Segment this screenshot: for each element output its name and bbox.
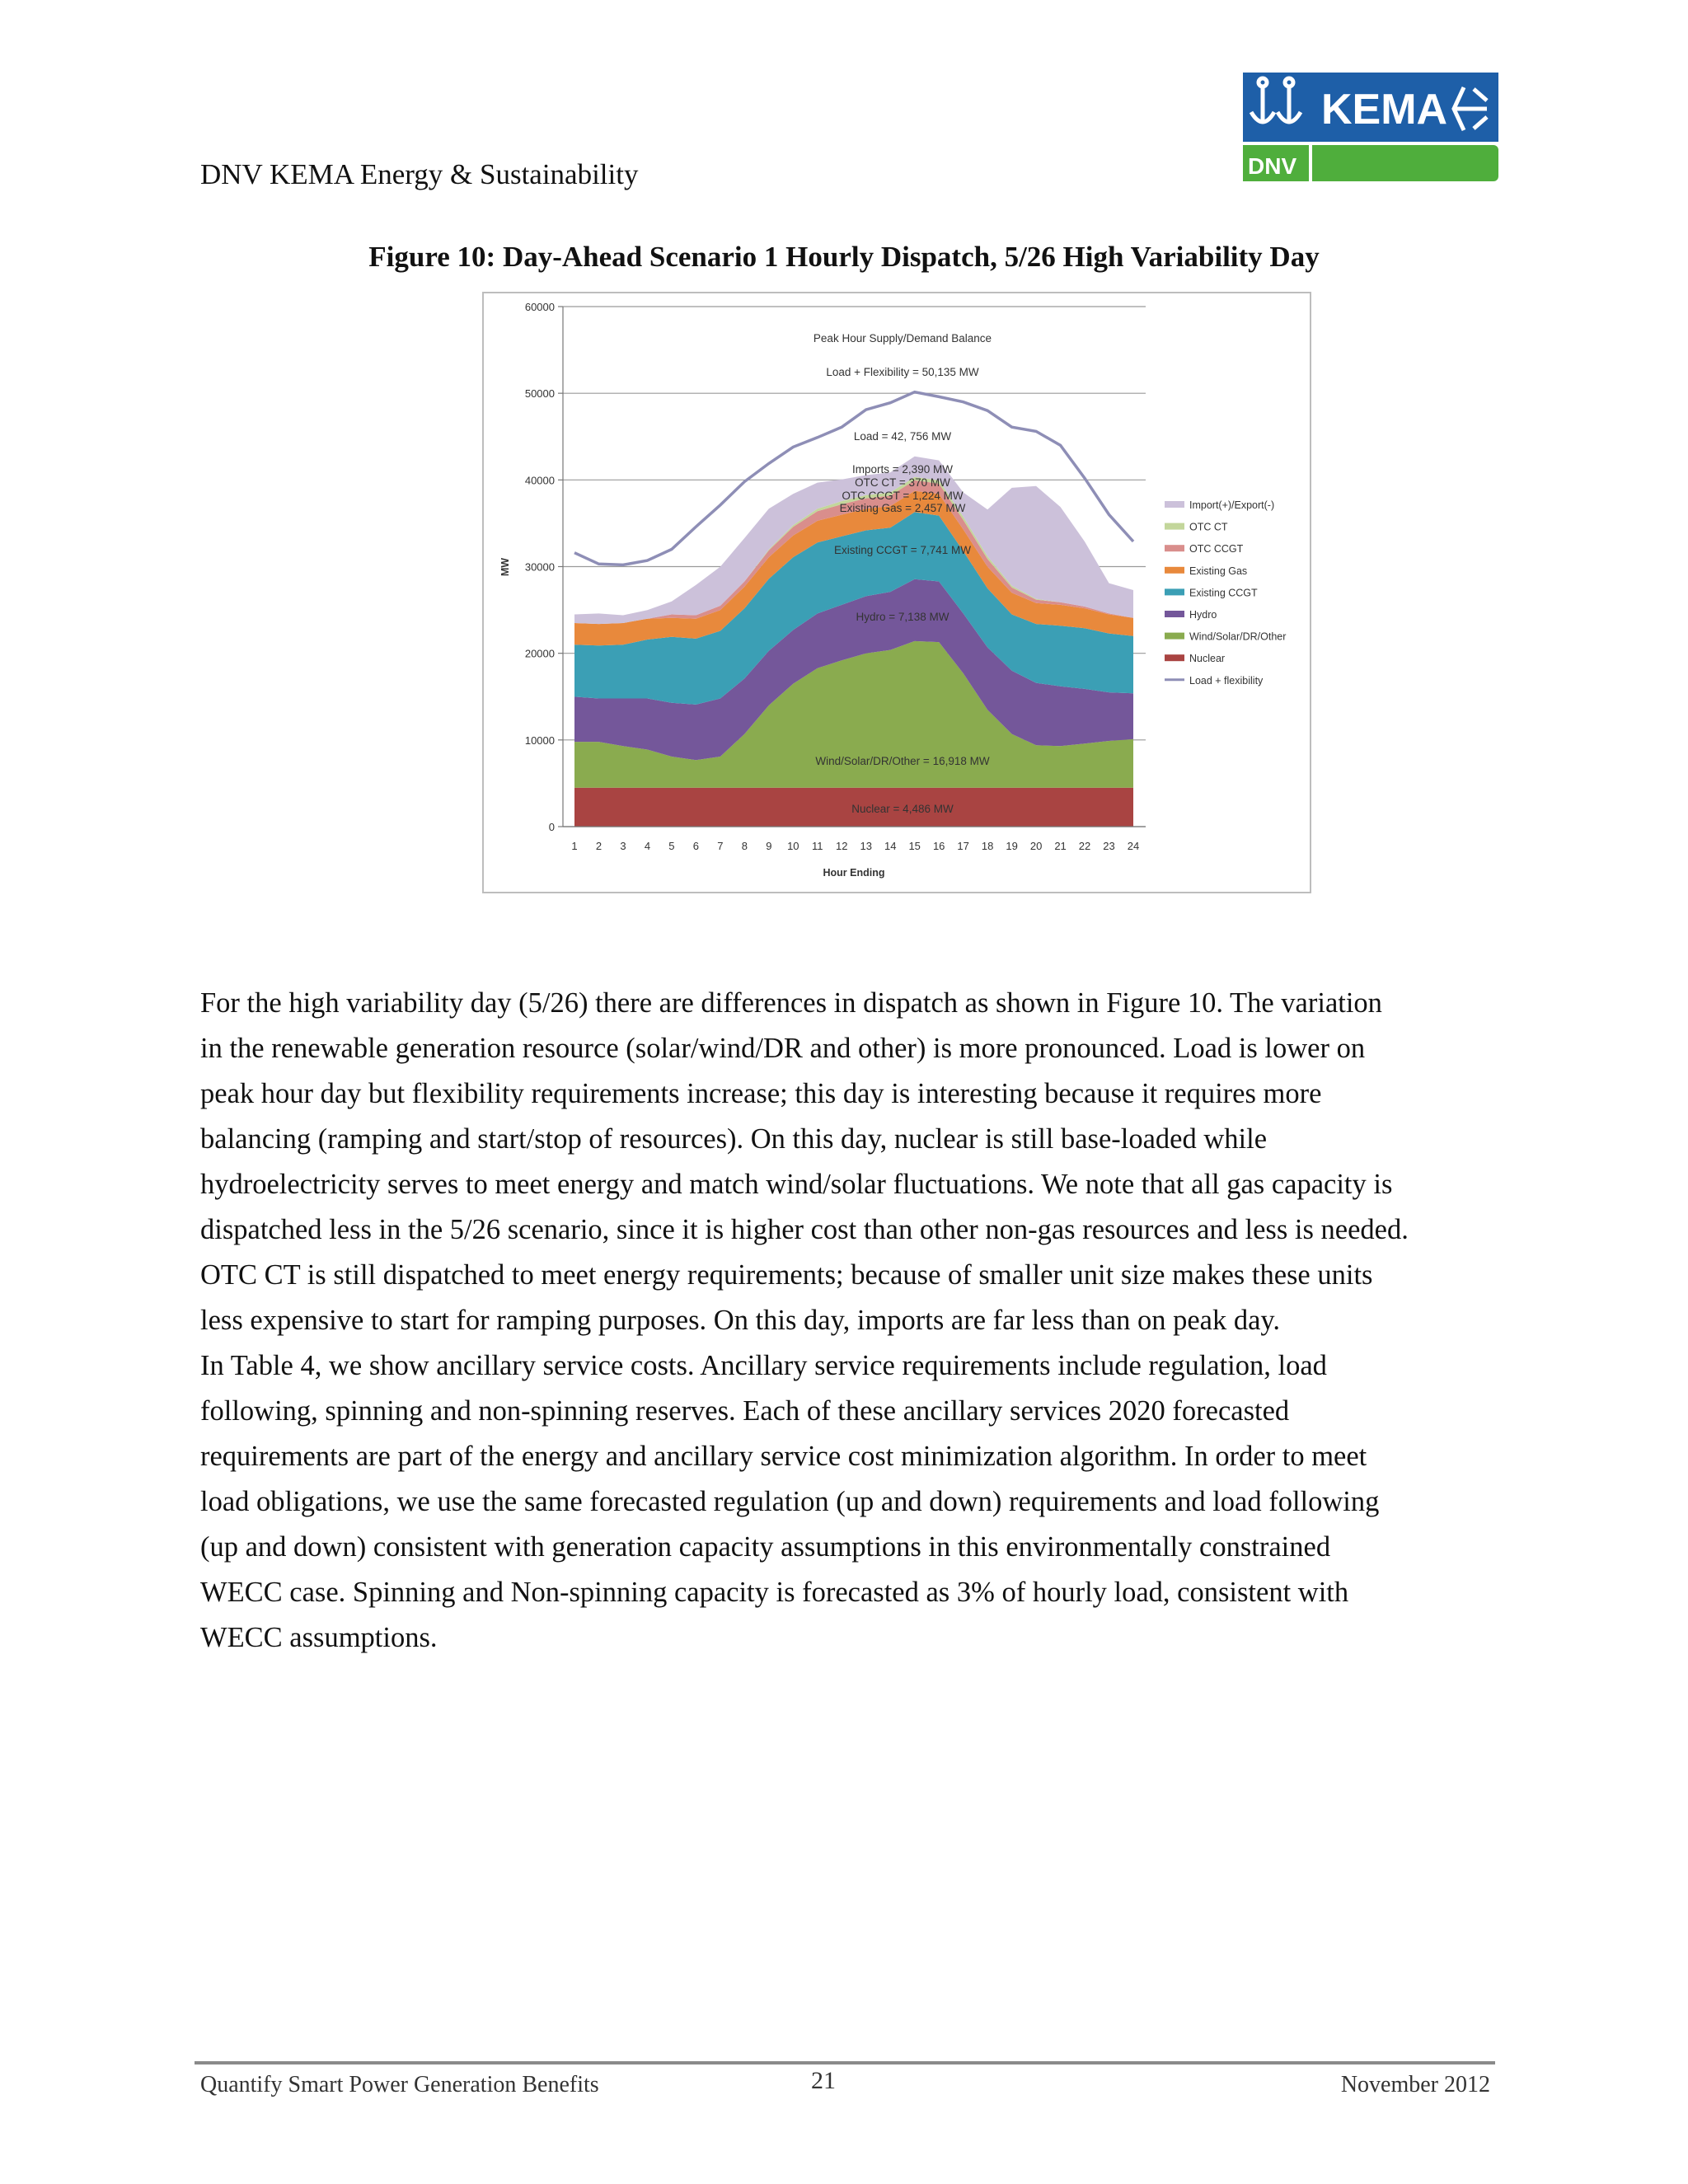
figure-title: Figure 10: Day-Ahead Scenario 1 Hourly Dispatch, 5/26 High Variability Day (368, 241, 1320, 273)
chart-svg (482, 292, 1311, 893)
y-tick-label: 30000 (524, 560, 555, 574)
legend-swatch (1165, 567, 1184, 574)
legend-label: Existing Gas (1189, 565, 1248, 577)
chart-annotation: OTC CT = 370 MW (855, 476, 950, 489)
chart-annotation: Existing CCGT = 7,741 MW (834, 544, 971, 556)
chart-annotation: Wind/Solar/DR/Other = 16,918 MW (815, 755, 990, 767)
body-line: hydroelectricity serves to meet energy and match wind/solar fluctuations. We note that all gas capacity is (200, 1169, 1393, 1200)
header-org: DNV KEMA Energy & Sustainability (200, 158, 639, 190)
x-tick-label: 10 (787, 840, 799, 852)
footer-date: November 2012 (1340, 2072, 1490, 2097)
x-tick-label: 23 (1103, 840, 1115, 852)
x-tick-label: 9 (766, 840, 772, 852)
x-tick-label: 18 (981, 840, 994, 852)
body-line: less expensive to start for ramping purposes. On this day, imports are far less than on peak day. (200, 1305, 1281, 1336)
chart-annotation: Imports = 2,390 MW (852, 463, 953, 476)
legend-label: Import(+)/Export(-) (1189, 499, 1275, 511)
x-tick-label: 2 (595, 840, 603, 852)
logo-dnv-text: DNV (1248, 153, 1297, 179)
x-tick-label: 14 (884, 840, 897, 852)
x-tick-label: 16 (932, 840, 945, 852)
chart-annotation: Nuclear = 4,486 MW (851, 803, 954, 815)
x-tick-label: 24 (1127, 840, 1140, 852)
legend-swatch (1165, 523, 1184, 530)
legend-label: Nuclear (1189, 653, 1226, 665)
body-line: requirements are part of the energy and ancillary service cost minimization algorithm. In order to meet (200, 1441, 1367, 1472)
legend-swatch (1165, 633, 1184, 640)
y-tick-label: 50000 (524, 387, 555, 401)
x-tick-label: 20 (1029, 840, 1043, 852)
body-line: in the renewable generation resource (solar/wind/DR and other) is more pronounced. Load is lower on (200, 1033, 1366, 1064)
y-axis-title: MW (499, 557, 511, 577)
x-tick-label: 3 (620, 840, 626, 852)
body-line: peak hour day but flexibility requirements increase; this day is interesting because it requires more (200, 1078, 1322, 1109)
x-tick-label: 5 (668, 840, 675, 852)
legend-label: Wind/Solar/DR/Other (1189, 630, 1287, 643)
body-line: balancing (ramping and start/stop of resources). On this day, nuclear is still base-loaded while (200, 1123, 1268, 1155)
legend-swatch (1165, 611, 1184, 617)
body-line: WECC case. Spinning and Non-spinning capacity is forecasted as 3% of hourly load, consistent with (200, 1577, 1349, 1608)
body-line: WECC assumptions. (200, 1622, 438, 1653)
logo-kema-text: KEMA (1321, 86, 1448, 134)
chart-annotation: OTC CCGT = 1,224 MW (842, 490, 964, 502)
x-tick-label: 17 (957, 840, 969, 852)
chart-annotation: Load + Flexibility = 50,135 MW (826, 366, 979, 378)
page-number: 21 (811, 2067, 836, 2094)
footer-title: Quantify Smart Power Generation Benefits (200, 2072, 599, 2097)
y-tick-label: 40000 (524, 474, 555, 487)
legend-label: OTC CT (1189, 521, 1228, 533)
x-tick-label: 4 (644, 840, 651, 852)
footer-divider (195, 2061, 1495, 2064)
legend-label: Hydro (1189, 609, 1217, 621)
chart-annotation: Hydro = 7,138 MW (856, 611, 950, 623)
body-paragraph (200, 981, 1503, 1661)
dispatch-chart (482, 292, 1311, 893)
y-tick-label: 10000 (524, 733, 555, 747)
body-line: following, spinning and non-spinning reserves. Each of these ancillary services 2020 forecasted (200, 1395, 1290, 1427)
chart-annotation: Peak Hour Supply/Demand Balance (813, 332, 992, 344)
body-line: (up and down) consistent with generation capacity assumptions in this environmentally constrained (200, 1531, 1331, 1563)
y-tick-label: 60000 (524, 301, 555, 313)
legend-swatch (1165, 501, 1184, 508)
body-line: For the high variability day (5/26) there are differences in dispatch as shown in Figure 10. The variation (200, 987, 1382, 1019)
chart-annotation: Load = 42, 756 MW (853, 430, 952, 443)
body-line: load obligations, we use the same forecasted regulation (up and down) requirements and load following (200, 1486, 1380, 1517)
x-tick-label: 15 (908, 840, 921, 852)
legend-label: Load + flexibility (1189, 674, 1264, 687)
legend-label: OTC CCGT (1189, 543, 1244, 555)
chart-annotation: Existing Gas = 2,457 MW (839, 502, 966, 514)
x-tick-label: 1 (571, 840, 578, 852)
y-tick-label: 0 (548, 821, 555, 833)
x-tick-label: 13 (860, 840, 872, 852)
body-line: dispatched less in the 5/26 scenario, since it is higher cost than other non-gas resources and less is needed. (200, 1214, 1409, 1245)
kema-dnv-logo (1243, 73, 1498, 181)
legend-swatch (1165, 654, 1184, 661)
body-line: In Table 4, we show ancillary service costs. Ancillary service requirements include regulation, load (200, 1350, 1327, 1381)
x-tick-label: 6 (692, 840, 700, 852)
legend-swatch (1165, 588, 1184, 595)
x-tick-label: 19 (1006, 840, 1018, 852)
y-tick-label: 20000 (524, 647, 555, 660)
x-tick-label: 12 (836, 840, 848, 852)
x-tick-label: 8 (741, 840, 748, 852)
legend-label: Existing CCGT (1189, 587, 1258, 599)
x-tick-label: 21 (1054, 840, 1067, 852)
body-line: OTC CT is still dispatched to meet energy requirements; because of smaller unit size makes these units (200, 1259, 1373, 1291)
x-tick-label: 11 (812, 840, 823, 852)
x-tick-label: 7 (717, 840, 724, 852)
logo-green-panel-right (1312, 145, 1498, 181)
x-tick-label: 22 (1078, 840, 1091, 852)
legend-swatch (1165, 545, 1184, 551)
x-axis-title: Hour Ending (823, 867, 885, 879)
